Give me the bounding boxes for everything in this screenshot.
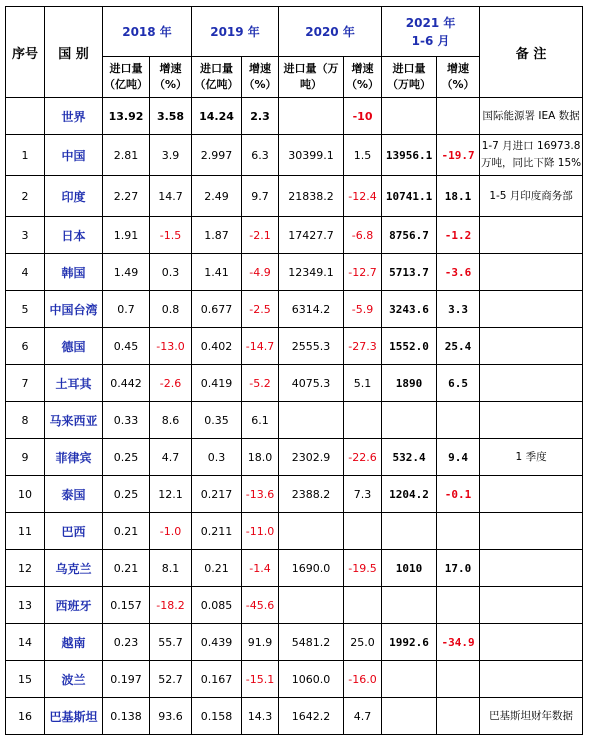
table-row	[6, 291, 583, 328]
import-2020-cell	[279, 513, 344, 550]
growth-2020-cell: -5.9	[344, 291, 382, 328]
growth-2021-cell: 25.4	[437, 328, 480, 365]
growth-2019-cell: -14.7	[242, 328, 279, 365]
growth-2018-cell: 12.1	[150, 476, 192, 513]
growth-2018-cell: 3.58	[150, 98, 192, 135]
growth-2020-cell: 25.0	[344, 624, 382, 661]
table-row	[6, 698, 583, 735]
import-2020-cell: 2302.9	[279, 439, 344, 476]
growth-2019-cell: -15.1	[242, 661, 279, 698]
growth-2020-cell: -12.7	[344, 254, 382, 291]
growth-2020-cell: -6.8	[344, 217, 382, 254]
import-2021-cell: 3243.6	[382, 291, 437, 328]
country-cell: 西班牙	[45, 587, 103, 624]
table-row	[6, 476, 583, 513]
import-2021-cell: 532.4	[382, 439, 437, 476]
growth-2018-cell: -18.2	[150, 587, 192, 624]
country-cell: 菲律宾	[45, 439, 103, 476]
growth-2021-cell: -3.6	[437, 254, 480, 291]
seq-cell: 16	[6, 698, 45, 735]
growth-2021-cell: -34.9	[437, 624, 480, 661]
import-2018-cell: 2.81	[103, 135, 150, 176]
growth-2019-cell: -13.6	[242, 476, 279, 513]
seq-cell: 15	[6, 661, 45, 698]
growth-2019-cell: -2.1	[242, 217, 279, 254]
note-cell	[480, 624, 583, 661]
growth-2019-cell: 6.1	[242, 402, 279, 439]
import-2018-cell: 0.23	[103, 624, 150, 661]
import-2018-cell: 2.27	[103, 176, 150, 217]
growth-2018-cell: 52.7	[150, 661, 192, 698]
header-note: 备 注	[480, 7, 583, 98]
import-2019-cell: 2.49	[192, 176, 242, 217]
header-growth-2019: 增速（%）	[242, 57, 279, 98]
import-2019-cell: 0.3	[192, 439, 242, 476]
import-2021-cell	[382, 661, 437, 698]
table-row	[6, 135, 583, 176]
note-cell	[480, 661, 583, 698]
import-2021-cell	[382, 402, 437, 439]
import-2019-cell: 0.419	[192, 365, 242, 402]
table-row	[6, 254, 583, 291]
import-2020-cell: 12349.1	[279, 254, 344, 291]
header-year-2020: 2020 年	[279, 7, 382, 57]
import-2021-cell: 1552.0	[382, 328, 437, 365]
import-2021-cell	[382, 587, 437, 624]
growth-2021-cell	[437, 513, 480, 550]
note-cell: 1 季度	[480, 439, 583, 476]
growth-2018-cell: -2.6	[150, 365, 192, 402]
header-import-2018: 进口量（亿吨）	[103, 57, 150, 98]
import-2019-cell: 0.677	[192, 291, 242, 328]
growth-2018-cell: 0.3	[150, 254, 192, 291]
import-2020-cell: 5481.2	[279, 624, 344, 661]
seq-cell: 1	[6, 135, 45, 176]
coal-import-table-container	[5, 6, 583, 735]
note-cell: 国际能源署 IEA 数据	[480, 98, 583, 135]
growth-2019-cell: -45.6	[242, 587, 279, 624]
import-2021-cell: 1204.2	[382, 476, 437, 513]
growth-2018-cell: 4.7	[150, 439, 192, 476]
import-2018-cell: 0.33	[103, 402, 150, 439]
note-cell	[480, 291, 583, 328]
import-2020-cell: 1060.0	[279, 661, 344, 698]
growth-2020-cell: 4.7	[344, 698, 382, 735]
table-row	[6, 550, 583, 587]
growth-2021-cell	[437, 698, 480, 735]
country-cell: 德国	[45, 328, 103, 365]
import-2018-cell: 0.25	[103, 439, 150, 476]
table-row	[6, 217, 583, 254]
growth-2021-cell: -19.7	[437, 135, 480, 176]
seq-cell: 13	[6, 587, 45, 624]
seq-cell: 11	[6, 513, 45, 550]
growth-2020-cell	[344, 513, 382, 550]
growth-2020-cell: -22.6	[344, 439, 382, 476]
import-2021-cell: 10741.1	[382, 176, 437, 217]
country-cell: 土耳其	[45, 365, 103, 402]
import-2018-cell: 0.138	[103, 698, 150, 735]
seq-cell: 8	[6, 402, 45, 439]
coal-import-table	[5, 6, 583, 735]
import-2021-cell: 1992.6	[382, 624, 437, 661]
import-2018-cell: 0.7	[103, 291, 150, 328]
country-cell: 中国台湾	[45, 291, 103, 328]
seq-cell: 5	[6, 291, 45, 328]
note-cell	[480, 587, 583, 624]
import-2020-cell: 6314.2	[279, 291, 344, 328]
growth-2021-cell	[437, 402, 480, 439]
country-cell: 韩国	[45, 254, 103, 291]
import-2020-cell: 4075.3	[279, 365, 344, 402]
country-cell: 日本	[45, 217, 103, 254]
import-2020-cell: 17427.7	[279, 217, 344, 254]
import-2019-cell: 1.87	[192, 217, 242, 254]
growth-2020-cell	[344, 587, 382, 624]
import-2020-cell: 2388.2	[279, 476, 344, 513]
country-cell: 波兰	[45, 661, 103, 698]
growth-2021-cell: 6.5	[437, 365, 480, 402]
note-cell	[480, 217, 583, 254]
note-cell	[480, 254, 583, 291]
import-2019-cell: 0.211	[192, 513, 242, 550]
growth-2020-cell: 1.5	[344, 135, 382, 176]
seq-cell: 9	[6, 439, 45, 476]
import-2018-cell: 0.157	[103, 587, 150, 624]
import-2019-cell: 0.439	[192, 624, 242, 661]
import-2020-cell: 1690.0	[279, 550, 344, 587]
growth-2020-cell: -10	[344, 98, 382, 135]
header-growth-2020: 增速（%）	[344, 57, 382, 98]
seq-cell: 4	[6, 254, 45, 291]
growth-2020-cell: 7.3	[344, 476, 382, 513]
growth-2020-cell	[344, 402, 382, 439]
growth-2018-cell: -13.0	[150, 328, 192, 365]
country-cell: 中国	[45, 135, 103, 176]
growth-2019-cell: 91.9	[242, 624, 279, 661]
growth-2019-cell: -11.0	[242, 513, 279, 550]
growth-2020-cell: -19.5	[344, 550, 382, 587]
import-2021-cell: 1890	[382, 365, 437, 402]
growth-2021-cell	[437, 661, 480, 698]
header-year-2021h1: 2021 年 1-6 月	[382, 7, 480, 57]
import-2021-cell	[382, 698, 437, 735]
header-growth-2018: 增速（%）	[150, 57, 192, 98]
note-cell	[480, 402, 583, 439]
import-2019-cell: 2.997	[192, 135, 242, 176]
import-2019-cell: 0.35	[192, 402, 242, 439]
note-cell	[480, 328, 583, 365]
import-2018-cell: 0.197	[103, 661, 150, 698]
import-2020-cell	[279, 98, 344, 135]
country-cell: 越南	[45, 624, 103, 661]
country-cell: 泰国	[45, 476, 103, 513]
growth-2020-cell: -16.0	[344, 661, 382, 698]
growth-2018-cell: 93.6	[150, 698, 192, 735]
table-body	[6, 98, 583, 735]
import-2019-cell: 0.21	[192, 550, 242, 587]
country-cell: 巴西	[45, 513, 103, 550]
import-2019-cell: 0.085	[192, 587, 242, 624]
growth-2018-cell: -1.0	[150, 513, 192, 550]
seq-cell: 12	[6, 550, 45, 587]
growth-2020-cell: -12.4	[344, 176, 382, 217]
seq-cell: 14	[6, 624, 45, 661]
growth-2021-cell: 3.3	[437, 291, 480, 328]
note-cell	[480, 550, 583, 587]
seq-cell: 2	[6, 176, 45, 217]
note-cell	[480, 476, 583, 513]
import-2020-cell: 21838.2	[279, 176, 344, 217]
import-2019-cell: 0.167	[192, 661, 242, 698]
import-2018-cell: 0.21	[103, 550, 150, 587]
seq-cell: 7	[6, 365, 45, 402]
header-growth-2021: 增速（%）	[437, 57, 480, 98]
import-2019-cell: 0.158	[192, 698, 242, 735]
seq-cell: 10	[6, 476, 45, 513]
growth-2021-cell: 9.4	[437, 439, 480, 476]
table-row	[6, 587, 583, 624]
growth-2018-cell: 8.1	[150, 550, 192, 587]
table-row	[6, 439, 583, 476]
country-cell: 巴基斯坦	[45, 698, 103, 735]
growth-2019-cell: 6.3	[242, 135, 279, 176]
header-year-2019: 2019 年	[192, 7, 279, 57]
table-row	[6, 513, 583, 550]
import-2018-cell: 1.91	[103, 217, 150, 254]
header-country: 国 别	[45, 7, 103, 98]
header-import-2021: 进口量（万吨）	[382, 57, 437, 98]
country-cell: 马来西亚	[45, 402, 103, 439]
import-2021-cell: 5713.7	[382, 254, 437, 291]
growth-2020-cell: -27.3	[344, 328, 382, 365]
growth-2018-cell: 0.8	[150, 291, 192, 328]
import-2020-cell	[279, 587, 344, 624]
table-row	[6, 365, 583, 402]
growth-2019-cell: -4.9	[242, 254, 279, 291]
import-2021-cell	[382, 513, 437, 550]
header-import-2019: 进口量（亿吨）	[192, 57, 242, 98]
import-2019-cell: 0.402	[192, 328, 242, 365]
header-import-2020: 进口量（万吨）	[279, 57, 344, 98]
growth-2018-cell: 8.6	[150, 402, 192, 439]
growth-2021-cell	[437, 98, 480, 135]
note-cell: 巴基斯坦财年数据	[480, 698, 583, 735]
header-row-years	[6, 7, 583, 57]
growth-2019-cell: 2.3	[242, 98, 279, 135]
import-2021-cell: 1010	[382, 550, 437, 587]
growth-2019-cell: -2.5	[242, 291, 279, 328]
import-2020-cell: 1642.2	[279, 698, 344, 735]
import-2019-cell: 0.217	[192, 476, 242, 513]
import-2021-cell	[382, 98, 437, 135]
growth-2019-cell: -5.2	[242, 365, 279, 402]
growth-2019-cell: 9.7	[242, 176, 279, 217]
table-row	[6, 176, 583, 217]
growth-2018-cell: 14.7	[150, 176, 192, 217]
import-2020-cell: 30399.1	[279, 135, 344, 176]
growth-2018-cell: 55.7	[150, 624, 192, 661]
growth-2018-cell: -1.5	[150, 217, 192, 254]
seq-cell: 3	[6, 217, 45, 254]
growth-2019-cell: -1.4	[242, 550, 279, 587]
header-seq: 序号	[6, 7, 45, 98]
growth-2019-cell: 18.0	[242, 439, 279, 476]
import-2020-cell	[279, 402, 344, 439]
growth-2021-cell: 17.0	[437, 550, 480, 587]
import-2018-cell: 13.92	[103, 98, 150, 135]
growth-2021-cell: 18.1	[437, 176, 480, 217]
growth-2020-cell: 5.1	[344, 365, 382, 402]
note-cell	[480, 513, 583, 550]
note-cell	[480, 365, 583, 402]
growth-2018-cell: 3.9	[150, 135, 192, 176]
import-2021-cell: 13956.1	[382, 135, 437, 176]
import-2018-cell: 0.45	[103, 328, 150, 365]
import-2018-cell: 0.25	[103, 476, 150, 513]
growth-2021-cell: -1.2	[437, 217, 480, 254]
table-row	[6, 661, 583, 698]
table-row	[6, 328, 583, 365]
seq-cell	[6, 98, 45, 135]
growth-2021-cell: -0.1	[437, 476, 480, 513]
import-2021-cell: 8756.7	[382, 217, 437, 254]
import-2019-cell: 1.41	[192, 254, 242, 291]
seq-cell: 6	[6, 328, 45, 365]
country-cell: 印度	[45, 176, 103, 217]
table-row	[6, 98, 583, 135]
header-year-2018: 2018 年	[103, 7, 192, 57]
import-2018-cell: 0.442	[103, 365, 150, 402]
note-cell: 1-5 月印度商务部	[480, 176, 583, 217]
country-cell: 乌克兰	[45, 550, 103, 587]
table-row	[6, 402, 583, 439]
import-2018-cell: 0.21	[103, 513, 150, 550]
growth-2019-cell: 14.3	[242, 698, 279, 735]
table-row	[6, 624, 583, 661]
growth-2021-cell	[437, 587, 480, 624]
import-2019-cell: 14.24	[192, 98, 242, 135]
import-2018-cell: 1.49	[103, 254, 150, 291]
note-cell: 1-7 月进口 16973.8 万吨，同比下降 15%	[480, 135, 583, 176]
import-2020-cell: 2555.3	[279, 328, 344, 365]
country-cell: 世界	[45, 98, 103, 135]
